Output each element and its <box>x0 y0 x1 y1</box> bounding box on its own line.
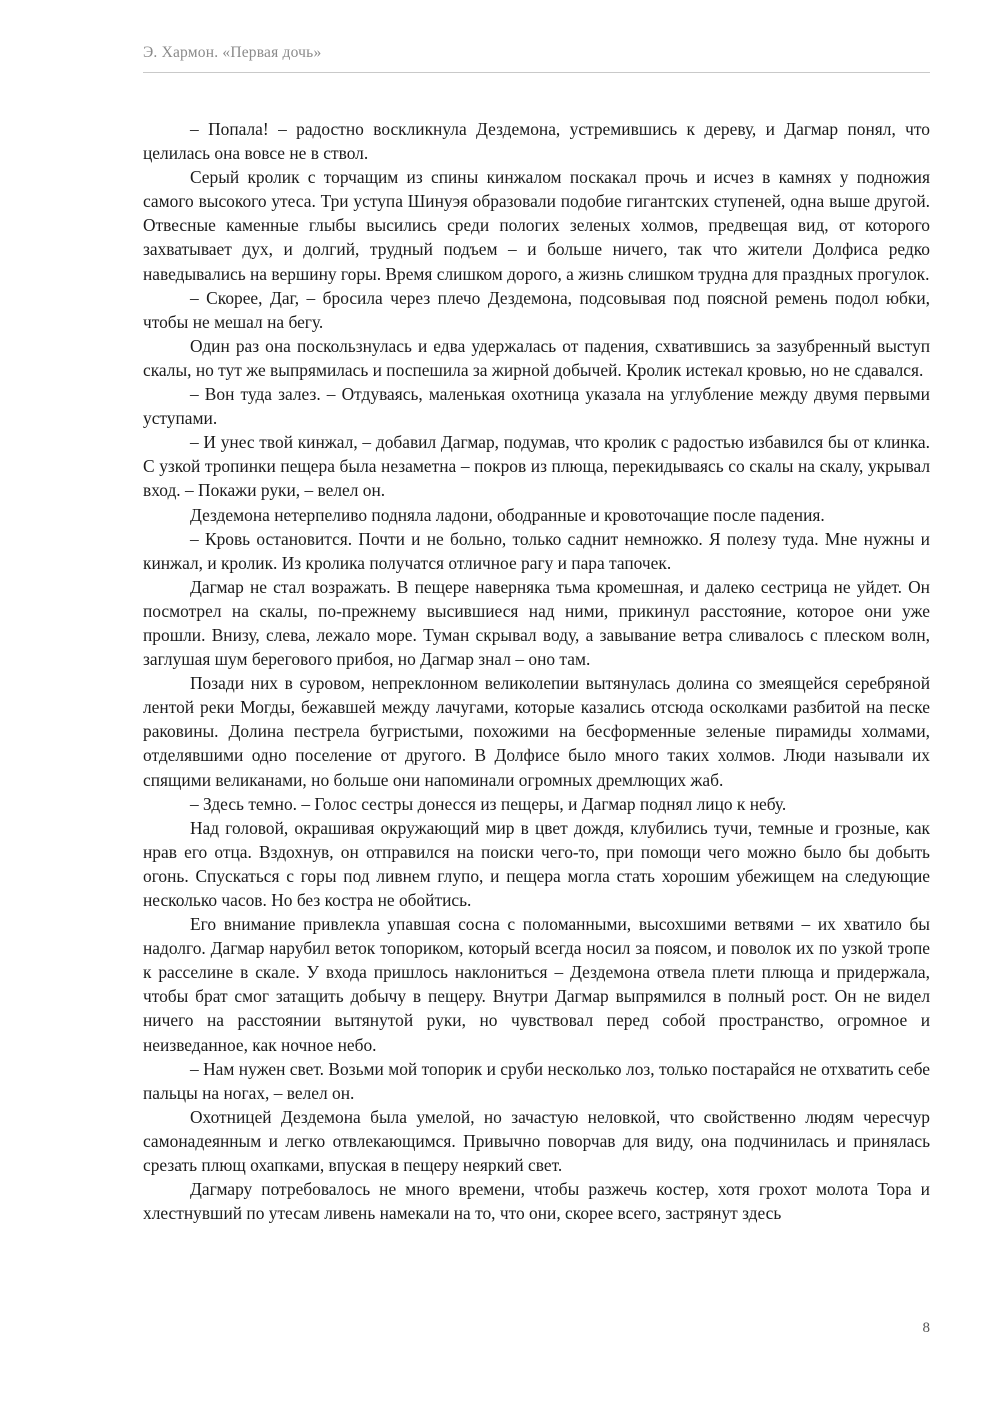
paragraph: Над головой, окрашивая окружающий мир в цвет дождя, клубились тучи, темные и грозные, как нрав его отца. Вздохнув, он отправился на поиски чего-то, при помощи чего можно было бы добыть огонь. Спускаться с горы под ливнем глупо, и пещера могла стать хорошим убежищем на следующие несколько часов. Но без костра не обойтись. <box>143 817 930 910</box>
paragraph: Дагмару потребовалось не много времени, чтобы разжечь костер, хотя грохот молота Тора и хлестнувший по утесам ливень намекали на то, что они, скорее всего, застрянут здесь <box>143 1179 930 1224</box>
paragraph: – Нам нужен свет. Возьми мой топорик и сруби несколько лоз, только постарайся не отхватить себе пальцы на ногах, – велел он. <box>143 1058 930 1103</box>
paragraph: – И унес твой кинжал, – добавил Дагмар, подумав, что кролик с радостью избавился бы от клинка. С узкой тропинки пещера была незаметна – покров из плюща, перекидываясь со скалы на скалу, укрывал вход. – Покажи руки, – велел он. <box>143 432 930 501</box>
running-header: Э. Хармон. «Первая дочь» <box>143 44 322 61</box>
paragraph: Позади них в суровом, непреклонном великолепии вытянулась долина со змеящейся серебряной лентой реки Могды, бежавшей между лачугами, которые казались отсюда осколками разбитой на песке раковины. Долина пестрела бугристыми, похожими на бесформенные зеленые пирамиды холмами, отделявшими одно поселение от другого. В Долфисе было много таких холмов. Люди называли их спящими великанами, но больше они напоминали огромных дремлющих жаб. <box>143 673 930 790</box>
paragraph: Дагмар не стал возражать. В пещере наверняка тьма кромешная, и далеко сестрица не уйдет. Он посмотрел на скалы, по-прежнему высившиеся над ними, прикинул расстояние, которое они уже прошли. Внизу, слева, лежало море. Туман скрывал воду, а завывание ветра сливалось с плеском волн, заглушая шум берегового прибоя, но Дагмар знал – оно там. <box>143 576 930 670</box>
page-number: 8 <box>922 1320 930 1336</box>
paragraph: – Здесь темно. – Голос сестры донесся из пещеры, и Дагмар поднял лицо к небу. <box>190 793 787 814</box>
header-divider <box>143 72 930 73</box>
paragraph: – Попала! – радостно воскликнула Дездемона, устремившись к дереву, и Дагмар понял, что целилась она вовсе не в ствол. <box>143 119 930 164</box>
paragraph: Охотницей Дездемона была умелой, но зачастую неловкой, что свойственно людям чересчур самонадеянным и легко отвлекающимся. Привычно поворчав для виду, она подчинилась и принялась срезать плющ охапками, впуская в пещеру неяркий свет. <box>143 1106 930 1176</box>
paragraph: – Скорее, Даг, – бросила через плечо Дездемона, подсовывая под поясной ремень подол юбки, чтобы не мешал на бегу. <box>143 287 930 332</box>
body-text <box>143 117 930 1225</box>
paragraph: – Кровь остановится. Почти и не больно, только саднит немножко. Я полезу туда. Мне нужны и кинжал, и кролик. Из кролика получатся отличное рагу и пара тапочек. <box>143 528 930 573</box>
paragraph: Серый кролик с торчащим из спины кинжалом поскакал прочь и исчез в камнях у подножия самого высокого утеса. Три уступа Шинуэя образовали подобие гигантских ступеней, одна выше другой. Отвесные каменные глыбы высились среди пологих зеленых холмов, предвещая вид, от которого захватывает дух, и долгий, трудный подъем – и больше ничего, так что жители Долфиса редко наведывались на вершину горы. Время слишком дорого, а жизнь слишком трудна для праздных прогулок. <box>143 167 930 284</box>
paragraph: Один раз она поскользнулась и едва удержалась от падения, схватившись за зазубренный выступ скалы, но тут же выпрямилась и поспешила за жирной добычей. Кролик истекал кровью, но не сдавался. <box>143 335 930 380</box>
paragraph: Его внимание привлекла упавшая сосна с поломанными, высохшими ветвями – их хватило бы надолго. Дагмар нарубил веток топориком, который всегда носил за поясом, и поволок их по узкой тропе к расселине в скале. У входа пришлось наклониться – Дездемона отвела плети плюща и придержала, чтобы брат смог затащить добычу в пещеру. Внутри Дагмар выпрямился в полный рост. Он не видел ничего на расстоянии вытянутой руки, но чувствовал перед собой пространство, огромное и неизведанное, как ночное небо. <box>143 914 930 1055</box>
paragraph: Дездемона нетерпеливо подняла ладони, ободранные и кровоточащие после падения. <box>190 504 825 525</box>
paragraph: – Вон туда залез. – Отдуваясь, маленькая охотница указала на углубление между двумя первыми уступами. <box>143 384 930 429</box>
